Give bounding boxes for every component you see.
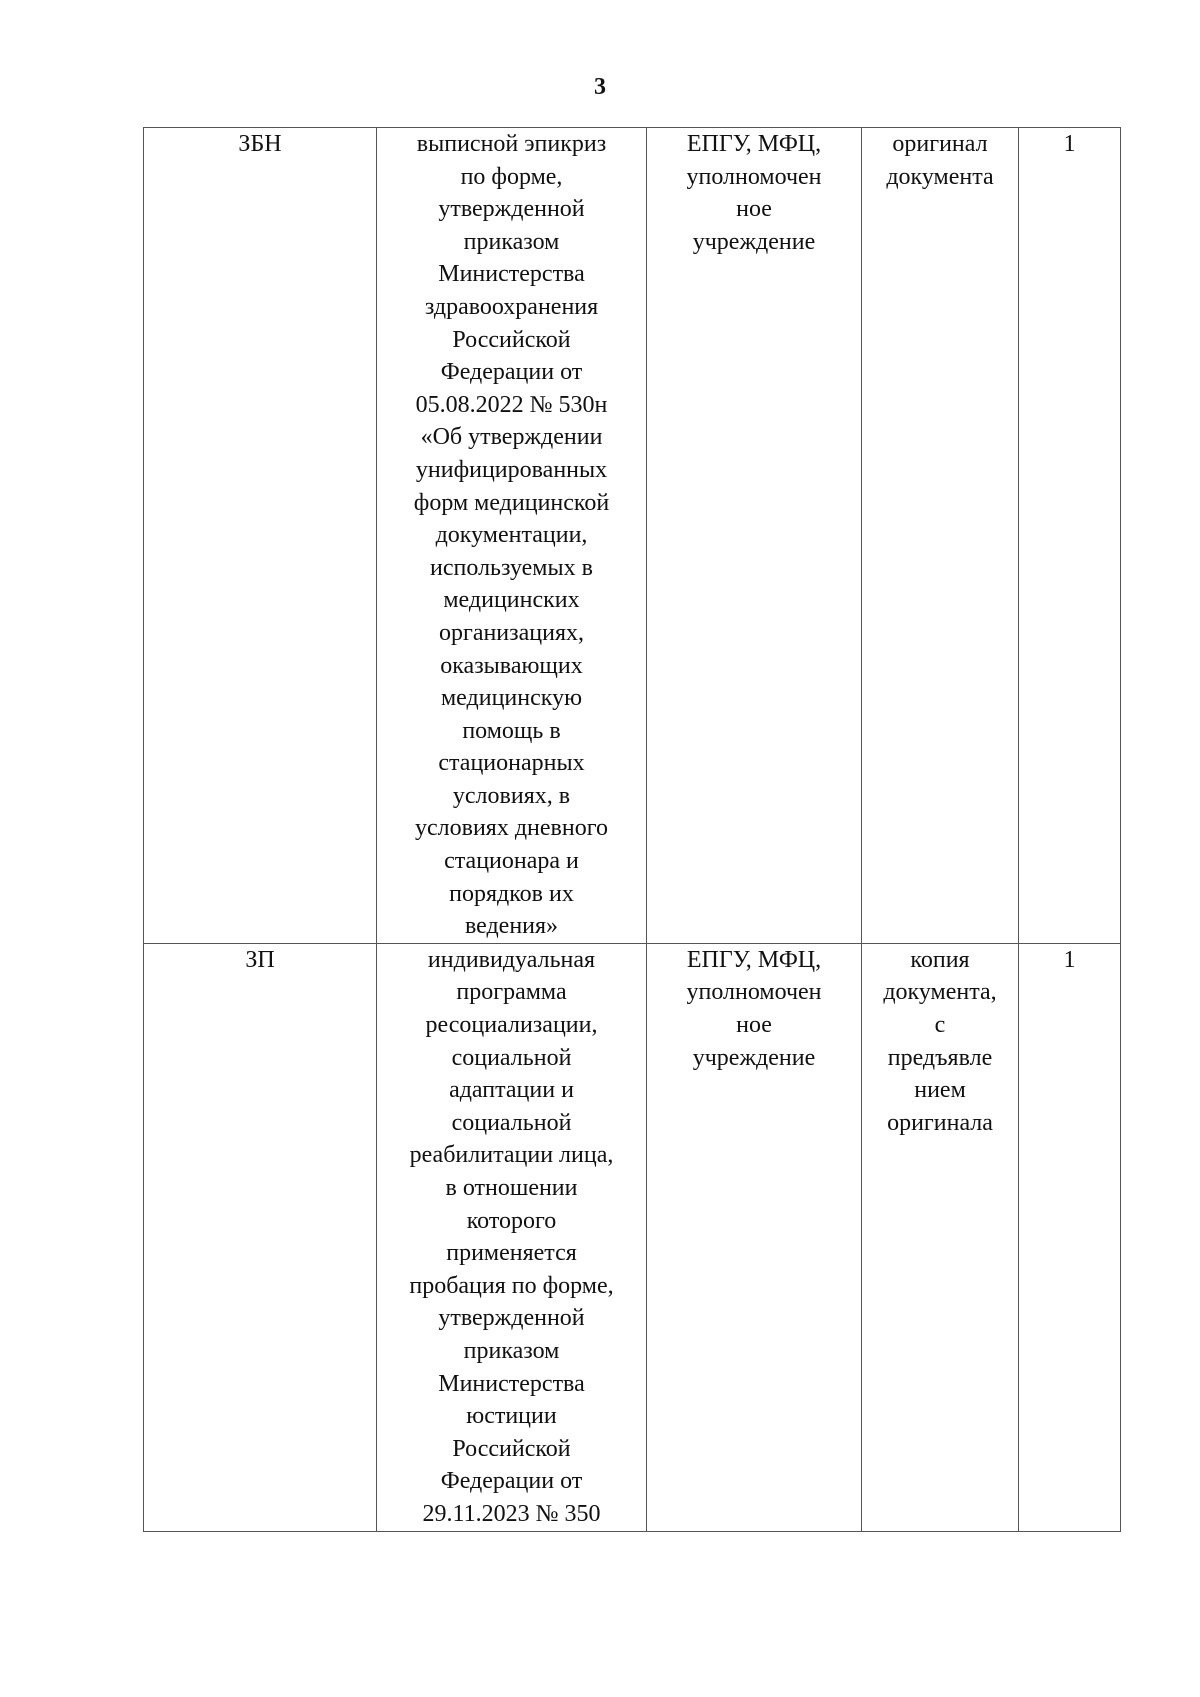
document-line: организациях, — [438, 619, 585, 646]
document-line: 29.11.2023 № 350 — [422, 1500, 601, 1527]
source-line: уполномочен — [686, 163, 822, 190]
source-line: ное — [736, 1012, 772, 1039]
document-line: утвержденной — [438, 1305, 585, 1332]
source-line: ное — [736, 196, 772, 223]
document-line: Российской — [452, 1435, 571, 1462]
document-line: порядков их — [449, 880, 574, 907]
document-line: Министерства — [438, 1370, 585, 1397]
document-line: выписной эпикриз — [416, 131, 607, 157]
form-line: нием — [914, 1077, 966, 1104]
document-line: в отношении — [445, 1175, 578, 1201]
form-line: копия — [910, 946, 970, 973]
form-cell — [862, 128, 1019, 944]
source-line: ЕПГУ, МФЦ, — [686, 131, 822, 157]
document-line: утвержденной — [438, 196, 585, 223]
source-cell — [647, 943, 862, 1531]
form-line: оригинал — [892, 131, 988, 157]
document-line: «Об утверждении — [420, 424, 603, 451]
document-line: которого — [466, 1207, 557, 1234]
form-line: документа — [886, 163, 994, 190]
quantity-cell — [1019, 943, 1121, 1531]
document-line: применяется — [446, 1240, 577, 1267]
document-line: по форме, — [460, 163, 563, 190]
source-line: уполномочен — [686, 979, 822, 1006]
document-line: индивидуальная — [427, 946, 596, 973]
document-cell — [377, 943, 647, 1531]
document-line: форм медицинской — [413, 489, 610, 516]
document-line: социальной — [451, 1044, 572, 1071]
form-line: оригинала — [887, 1109, 993, 1136]
document-line: документации, — [435, 522, 588, 549]
document-line: условиях, в — [452, 782, 571, 809]
document-line: реабилитации лица, — [409, 1142, 614, 1169]
source-line: ЕПГУ, МФЦ, — [686, 946, 822, 973]
document-line: стационара и — [444, 848, 579, 875]
form-line: предъявле — [887, 1044, 993, 1071]
table-row — [144, 128, 1121, 944]
table-row — [144, 943, 1121, 1531]
form-line: с — [934, 1012, 946, 1039]
document-line: ведения» — [464, 913, 559, 940]
document-line: 05.08.2022 № 530н — [415, 391, 608, 418]
document-line: приказом — [463, 228, 560, 255]
document-line: медицинскую — [440, 685, 582, 712]
document-line: стационарных — [438, 750, 585, 777]
code-text: ЗБН — [238, 131, 282, 157]
document-cell — [377, 128, 647, 944]
document-line: Министерства — [438, 261, 585, 288]
document-line: программа — [456, 979, 567, 1006]
document-line: приказом — [463, 1337, 560, 1364]
source-cell — [647, 128, 862, 944]
document-line: оказывающих — [440, 652, 583, 679]
document-line: адаптации и — [449, 1077, 574, 1104]
quantity-cell — [1019, 128, 1121, 944]
quantity-text: 1 — [1063, 946, 1076, 973]
source-line: учреждение — [692, 228, 816, 255]
form-cell — [862, 943, 1019, 1531]
document-line: Российской — [452, 326, 571, 353]
document-line: пробация по форме, — [409, 1272, 614, 1299]
code-cell — [144, 943, 377, 1531]
document-line: условиях дневного — [415, 815, 608, 842]
document-line: Федерации от — [440, 359, 583, 386]
quantity-text: 1 — [1063, 131, 1076, 157]
code-cell — [144, 128, 377, 944]
document-line: ресоциализации, — [425, 1012, 598, 1039]
document-line: помощь в — [462, 717, 561, 744]
document-line: унифицированных — [415, 456, 608, 483]
document-line: социальной — [451, 1109, 572, 1136]
document-line: медицинских — [443, 587, 580, 614]
page-number: 3 — [594, 74, 606, 100]
document-requirements-table — [143, 127, 1121, 1532]
document-line: юстиции — [466, 1403, 557, 1430]
source-line: учреждение — [692, 1044, 816, 1071]
code-text: ЗП — [245, 946, 275, 973]
form-line: документа, — [883, 979, 997, 1006]
document-line: используемых в — [430, 554, 593, 581]
document-line: Федерации от — [440, 1468, 583, 1495]
document-line: здравоохранения — [424, 293, 599, 320]
